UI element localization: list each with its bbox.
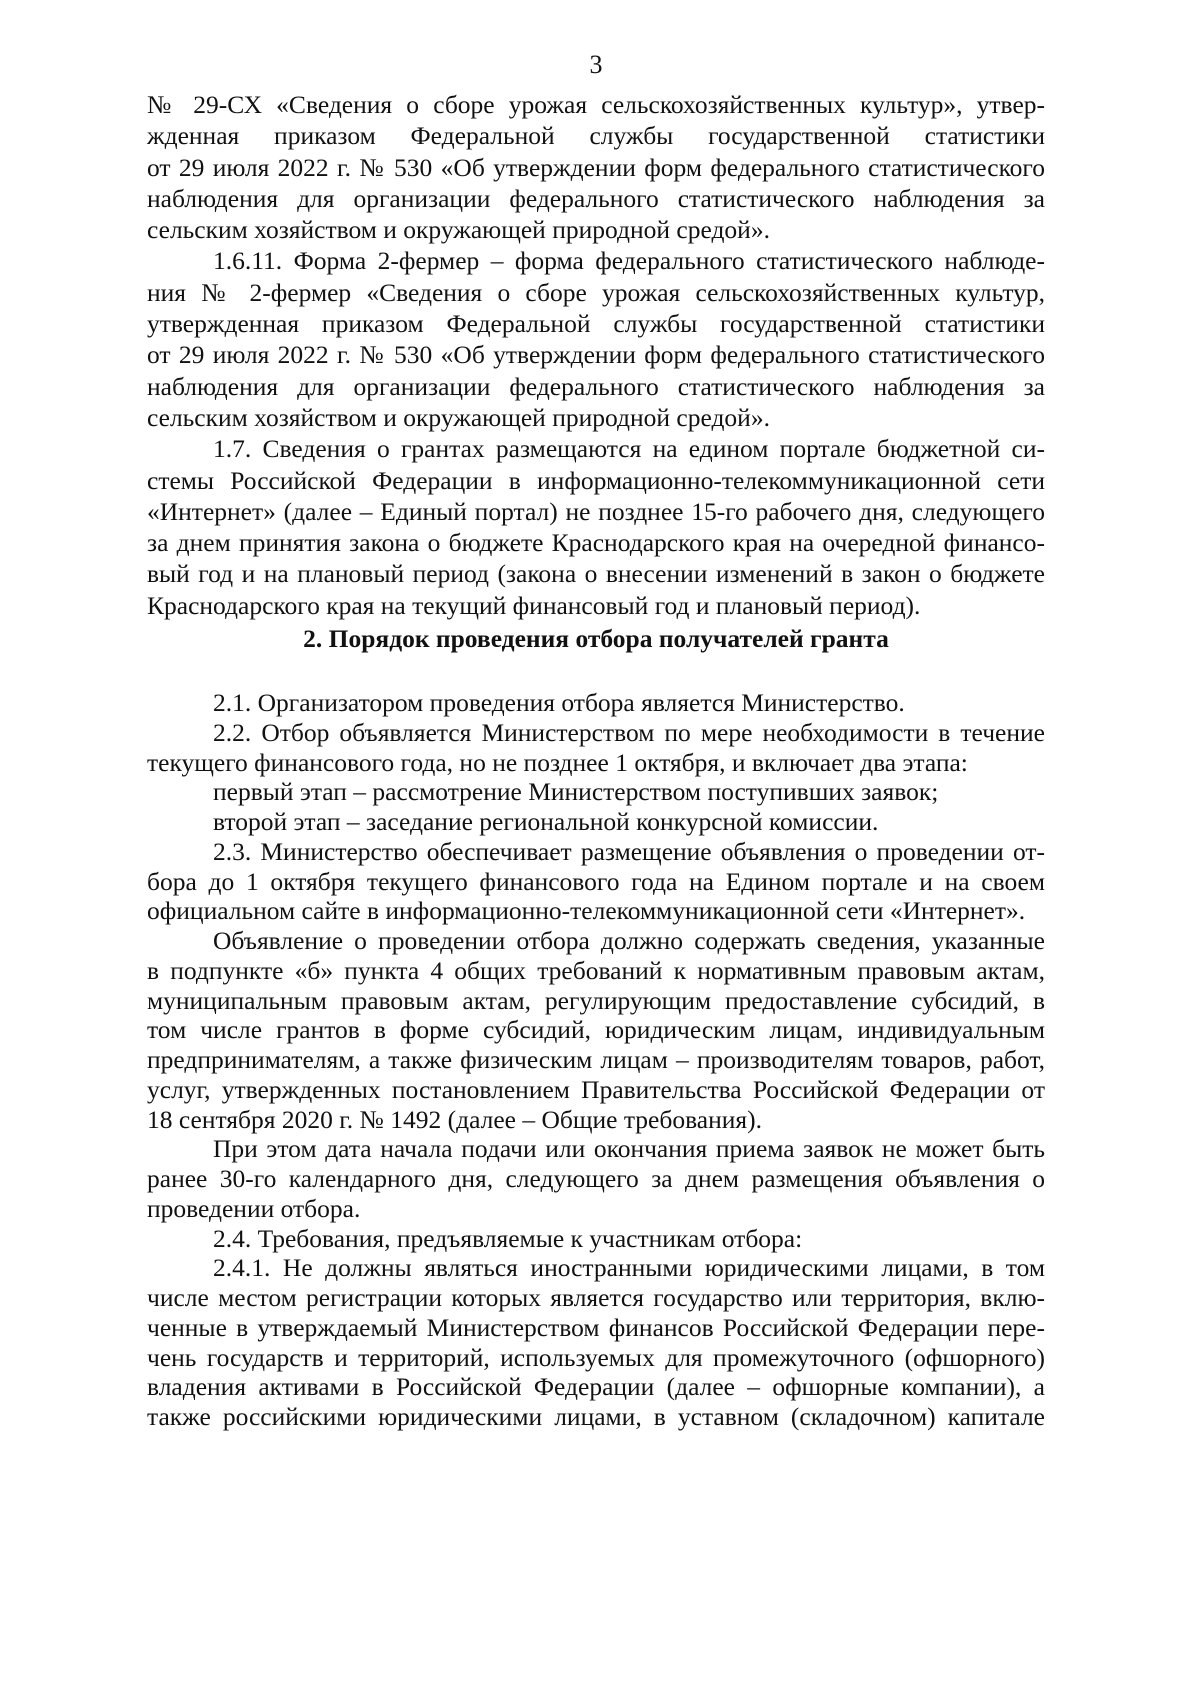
text-line: от 29 июля 2022 г. № 530 «Об утверждении форм федерального статистического — [147, 340, 1045, 370]
paragraph — [147, 688, 1045, 718]
text-line: второй этап – заседание региональной конкурсной комиссии. — [213, 807, 879, 836]
text-line: ния № 2-фермер «Сведения о сборе урожая сельскохозяйственных культур, — [147, 277, 1045, 307]
text-line: «Интернет» (далее – Единый портал) не позднее 15-го рабочего дня, следующего — [147, 496, 1045, 526]
text-line: проведении отбора. — [147, 1193, 361, 1223]
text-line: официальном сайте в информационно-телекоммуникационной сети «Интернет». — [147, 896, 1026, 926]
text-line: жденная приказом Федеральной службы государственной статистики — [147, 121, 1045, 151]
text-line: предпринимателям, а также физическим лицам – производителям товаров, работ, — [147, 1045, 1045, 1074]
text-line: вый год и на плановый период (закона о внесении изменений в закон о бюджете — [147, 559, 1045, 589]
text-line: в подпункте «б» пункта 4 общих требований к нормативным правовым актам, — [147, 955, 1045, 985]
text-line: чень государств и территорий, используемых для промежуточного (офшорного) — [147, 1342, 1045, 1372]
section-heading: 2. Порядок проведения отбора получателей гранта — [303, 624, 889, 653]
text-line: наблюдения для организации федерального статистического наблюдения за — [147, 371, 1045, 401]
paragraph — [147, 89, 1045, 245]
text-line: также российскими юридическими лицами, в уставном (складочном) капитале — [147, 1402, 1045, 1431]
text-line: муниципальным правовым актам, регулирующим предоставление субсидий, в — [147, 985, 1045, 1015]
text-line: 2.4. Требования, предъявляемые к участникам отбора: — [213, 1223, 803, 1253]
text-line: ранее 30-го календарного дня, следующего за днем размещения объявления о — [147, 1164, 1045, 1193]
paragraph — [147, 245, 1045, 433]
paragraph — [147, 433, 1045, 621]
text-line: 1.7. Сведения о грантах размещаются на едином портале бюджетной си- — [213, 434, 1045, 464]
text-line: Краснодарского края на текущий финансовый год и плановый период). — [147, 590, 921, 620]
text-line: услуг, утвержденных постановлением Правительства Российской Федерации от — [147, 1074, 1045, 1104]
text-line: от 29 июля 2022 г. № 530 «Об утверждении форм федерального статистического — [147, 152, 1045, 182]
paragraph — [147, 1253, 1045, 1432]
text-line: 2.4.1. Не должны являться иностранными юридическими лицами, в том — [213, 1253, 1045, 1283]
text-line: № 29-СХ «Сведения о сборе урожая сельскохозяйственных культур», утвер- — [147, 90, 1045, 119]
section-1-body — [147, 89, 1045, 621]
paragraph — [147, 926, 1045, 1134]
paragraph — [147, 807, 1045, 837]
text-line: том числе грантов в форме субсидий, юридическим лицам, индивидуальным — [147, 1015, 1045, 1045]
text-line: 2.1. Организатором проведения отбора является Министерство. — [213, 688, 905, 717]
text-line: за днем принятия закона о бюджете Краснодарского края на очередной финансо- — [147, 528, 1045, 558]
text-line: числе местом регистрации которых является государство или территория, вклю- — [147, 1283, 1045, 1312]
text-line: владения активами в Российской Федерации (далее – офшорные компании), а — [147, 1372, 1045, 1402]
paragraph — [147, 1224, 1045, 1254]
paragraph — [147, 1134, 1045, 1223]
text-line: стемы Российской Федерации в информационно-телекоммуникационной сети — [147, 465, 1045, 495]
text-line: наблюдения для организации федерального статистического наблюдения за — [147, 183, 1045, 213]
text-line: 2.3. Министерство обеспечивает размещение объявления о проведении от- — [213, 836, 1045, 866]
text-line: ченные в утверждаемый Министерством финансов Российской Федерации пере- — [147, 1312, 1045, 1342]
text-line: 1.6.11. Форма 2-фермер – форма федерального статистического наблюде- — [213, 246, 1045, 276]
text-line: бора до 1 октября текущего финансового года на Едином портале и на своем — [147, 866, 1045, 896]
text-line: 2.2. Отбор объявляется Министерством по мере необходимости в течение — [213, 717, 1045, 747]
text-line: текущего финансового года, но не позднее 1 октября, и включает два этапа: — [147, 747, 968, 777]
text-line: сельским хозяйством и окружающей природной средой». — [147, 215, 770, 245]
text-line: Объявление о проведении отбора должно содержать сведения, указанные — [213, 926, 1045, 955]
paragraph — [147, 777, 1045, 807]
text-line: сельским хозяйством и окружающей природной средой». — [147, 402, 770, 432]
paragraph — [147, 837, 1045, 926]
text-line: При этом дата начала подачи или окончания приема заявок не может быть — [213, 1134, 1045, 1164]
paragraph — [147, 718, 1045, 778]
page-number: 3 — [589, 50, 603, 79]
text-line: первый этап – рассмотрение Министерством поступивших заявок; — [213, 777, 939, 807]
text-line: 18 сентября 2020 г. № 1492 (далее – Общие требования). — [147, 1104, 763, 1134]
section-2-body — [147, 688, 1045, 1432]
text-line: утвержденная приказом Федеральной службы государственной статистики — [147, 309, 1045, 339]
